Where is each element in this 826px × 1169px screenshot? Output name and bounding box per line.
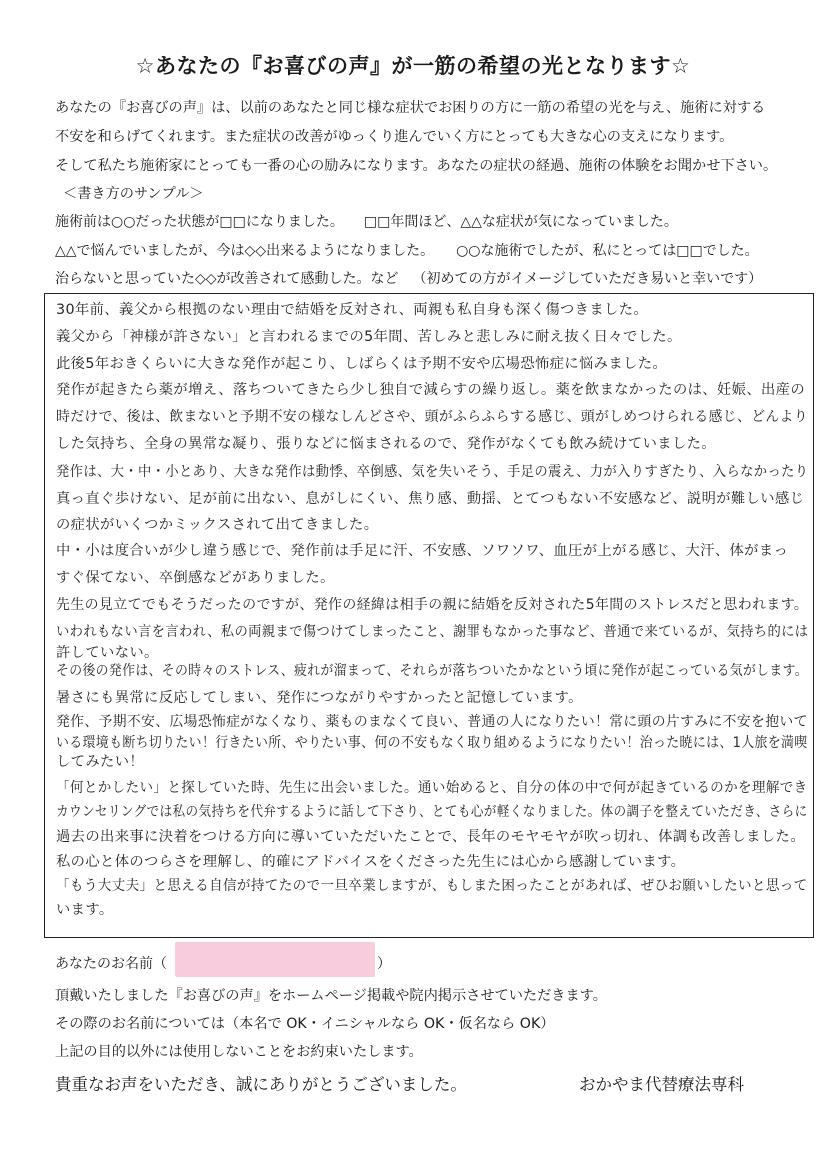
testimonial-line: 発作は、大・中・小とあり、大きな発作は動悸、卒倒感、気を失いそう、手足の震え、力が入りすぎたり、入らなかったり: [56, 464, 809, 480]
testimonial-line: 中・小は度合いが少し違う感じで、発作前は手足に汗、不安感、ソワソワ、血圧が上がる感じ、大汗、体がまっ: [56, 543, 789, 559]
testimonial-line: 先生の見立てでもそうだったのですが、発作の経緯は相手の親に結婚を反対された5年間のストレスだと思われます。: [56, 597, 809, 613]
clinic-name: おかやま代替療法専科: [579, 1075, 744, 1094]
sample-line-1a: 施術前は○○だった状態が□□になりました。: [55, 214, 344, 230]
name-paren-close: ）: [377, 956, 391, 972]
intro-line-3: そして私たち施術家にとっても一番の心の励みになります。あなたの症状の経過、施術の体験をお聞かせ下さい。: [55, 158, 778, 174]
testimonial-line: 此後5年おきくらいに大きな発作が起こり、しばらくは予期不安や広場恐怖症に悩みました。: [56, 356, 668, 372]
intro-line-1: あなたの『お喜びの声』は、以前のあなたと同じ様な症状でお困りの方に一筋の希望の光を与え、施術に対する: [55, 100, 766, 116]
notice-line-1: 頂戴いたしました『お喜びの声』をホームページ掲載や院内掲示させていただきます。: [55, 988, 607, 1004]
sample-line-3a: 治らないと思っていた◇◇が改善されて感動した。など: [55, 271, 399, 287]
name-redaction: [175, 942, 375, 977]
testimonial-line: いる環境も断ち切りたい！行きたい所、やりたい事、何の不安もなく取り組めるようになりたい！治った暁には、1人旅を満喫: [56, 735, 808, 751]
name-label: あなたのお名前（: [55, 956, 167, 972]
testimonial-line: 発作、予期不安、広場恐怖症がなくなり、薬ものまなくて良い、普通の人になりたい！常に頭の片すみに不安を抱いて: [56, 714, 808, 730]
sample-line-3: [55, 268, 762, 288]
testimonial-line: 私の心と体のつらさを理解し、的確にアドバイスをくださった先生には心から感謝しています。: [56, 854, 686, 870]
page-title: ☆あなたの『お喜びの声』が一筋の希望の光となります☆: [135, 54, 691, 78]
sample-line-1: [55, 211, 678, 231]
testimonial-line: いわれもない言を言われ、私の両親まで傷つけてしまったこと、謝罪もなかった事など、普通で来ているが、気持ち的には: [56, 624, 809, 640]
sample-line-2a: △△で悩んでいましたが、今は◇◇出来るようになりました。: [55, 243, 435, 259]
testimonial-line: すぐ保てない、卒倒感などがありました。: [56, 570, 335, 586]
notice-line-2: その際のお名前については（本名で OK・イニシャルなら OK・仮名なら OK）: [55, 1016, 555, 1032]
testimonial-line: その後の発作は、その時々のストレス、疲れが溜まって、それらが落ちついたかなという頃に発作が起こっている気がします。: [56, 663, 809, 679]
testimonial-line: 真っ直ぐ歩けない、足が前に出ない、息がしにくい、焦り感、動揺、とてつもない不安感など、説明が難しい感じ: [56, 491, 805, 507]
sample-line-2: [55, 240, 759, 260]
sample-heading: ＜書き方のサンプル＞: [63, 186, 204, 202]
notice-line-3: 上記の目的以外には使用しないことをお約束いたします。: [55, 1044, 423, 1060]
testimonial-line: の症状がいくつかミックスされて出てきました。: [56, 517, 379, 533]
testimonial-line: 許していない。: [56, 645, 159, 661]
testimonial-line: 義父から「神様が許さない」と言われるまでの5年間、苦しみと悲しみに耐え抜く日々でした。: [56, 329, 682, 345]
sample-line-2b: ○○な施術でしたが、私にとっては□□でした。: [456, 243, 759, 259]
testimonial-line: 暑さにも異常に反応してしまい、発作につながりやすかったと記憶しています。: [56, 690, 583, 706]
intro-line-2: 不安を和らげてくれます。また症状の改善がゆっくり進んでいく方にとっても大きな心の支えになります。: [55, 129, 734, 145]
testimonial-line: した気持ち、全身の異常な凝り、張りなどに悩まされるので、発作がなくても飲み続けていました。: [56, 436, 716, 452]
testimonial-line: 過去の出来事に決着をつける方向に導いていただいたことで、長年のモヤモヤが吹っ切れ、体調も改善しました。: [56, 829, 805, 845]
footer-thanks: 貴重なお声をいただき、誠にありがとうございました。: [55, 1075, 467, 1094]
testimonial-line: 「何とかしたい」と探していた時、先生に出会いました。通い始めると、自分の体の中で何が起きているのかを理解でき: [56, 780, 808, 796]
sample-line-1b: □□年間ほど、△△な症状が気になっていました。: [363, 214, 678, 230]
testimonial-line: 時だけで、後は、飲まないと予期不安の様なしんどさや、頭がふらふらする感じ、頭がしめつけられる感じ、どんより: [56, 409, 809, 425]
testimonial-line: してみたい！: [56, 754, 145, 770]
testimonial-line: 発作が起きたら薬が増え、落ちついてきたら少し独自で減らすの繰り返し。薬を飲まなかったのは、妊娠、出産の: [56, 382, 806, 398]
testimonial-line: 「もう大丈夫」と思える自信が持てたので一旦卒業しますが、もしまた困ったことがあれば、ぜひお願いしたいと思って: [56, 878, 808, 894]
testimonial-line: 30年前、義父から根拠のない理由で結婚を反対され、両親も私自身も深く傷つきました。: [56, 302, 649, 318]
testimonial-line: います。: [56, 902, 114, 918]
sample-line-3b: （初めての方がイメージしていただき易いと幸いです）: [412, 271, 763, 287]
testimonial-line: カウンセリングでは私の気持ちを代弁するように話して下さり、とても心が軽くなりました。体の調子を整えていただき、さらに: [56, 804, 808, 820]
